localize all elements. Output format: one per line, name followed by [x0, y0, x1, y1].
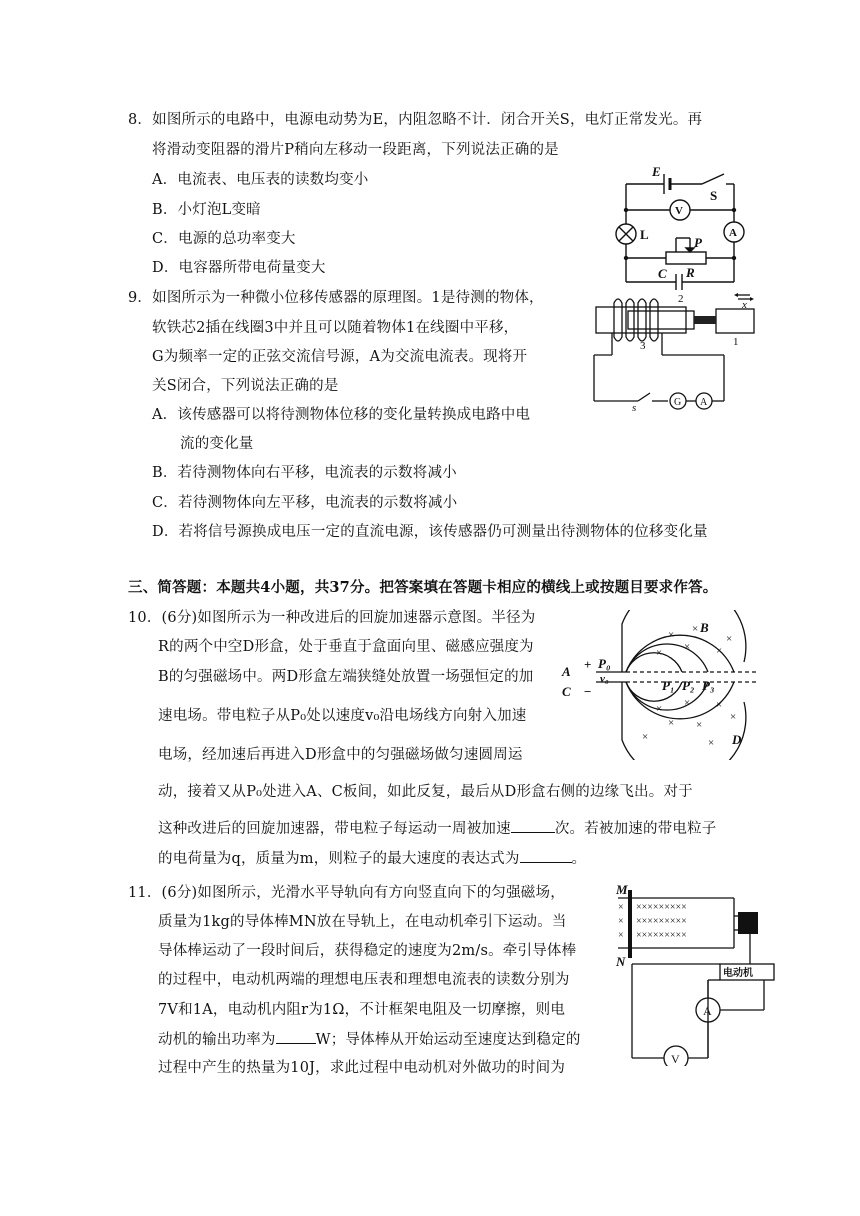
q8-option-d: D．电容器所带电荷量变大: [152, 260, 326, 276]
svg-text:×: ×: [708, 737, 715, 749]
q10-line6: 动，接着又从P₀处进入A、C板间，如此反复，最后从D形盒右侧的边缘飞出。对于: [158, 784, 693, 800]
q9-line2: 软铁芯2插在线圈3中并且可以随着物体1在线圈中平移，: [152, 320, 519, 336]
svg-text:×: ×: [692, 623, 699, 635]
label-p0: P₀: [598, 656, 611, 671]
q9-option-a: A．该传感器可以将待测物体位移的变化量转换成电路中电: [152, 407, 531, 423]
q9-line3: G为频率一定的正弦交流信号源，A为交流电流表。现将开: [152, 349, 528, 365]
q8-line2: 将滑动变阻器的滑片P稍向左移动一段距离，下列说法正确的是: [152, 142, 559, 158]
q9-line4: 关S闭合，下列说法正确的是: [152, 378, 339, 394]
q9-option-a-cont: 流的变化量: [180, 436, 254, 452]
label-b: B: [700, 620, 709, 635]
q11-line7: 过程中产生的热量为10J，求此过程中电动机对外做功的时间为: [158, 1060, 566, 1076]
q11-line4: 的过程中，电动机两端的理想电压表和理想电流表的读数分别为: [158, 972, 570, 988]
q11-line6-text: 动机的输出功率为: [158, 1032, 276, 1048]
label-plate-c: C: [562, 684, 571, 699]
q9-option-b: B．若待测物体向右平移，电流表的示数将减小: [152, 465, 457, 481]
q9-option-d: D．若将信号源换成电压一定的直流电源，该传感器仍可测量出待测物体的位移变化量: [152, 524, 708, 540]
q10-line8-tail: 。: [571, 851, 587, 867]
q8-circuit-figure: [606, 162, 756, 302]
q10-line7: [158, 818, 717, 839]
label-d: D: [732, 732, 742, 747]
q11-line6: [158, 1029, 581, 1050]
q11-line1: 11．(6分)如图所示，光滑水平导轨向有方向竖直向下的匀强磁场，: [128, 885, 565, 901]
label-s: S: [710, 188, 718, 203]
q8-option-c: C．电源的总功率变大: [152, 231, 296, 247]
svg-text:×: ×: [618, 916, 624, 927]
svg-text:×××××××××: ×××××××××: [636, 916, 687, 927]
section-heading: 三、简答题：本题共4小题，共37分。把答案填在答题卡相应的横线上或按题目要求作答。: [128, 579, 718, 596]
svg-text:×: ×: [684, 641, 691, 653]
q10-line2: R的两个中空D形盒，处于垂直于盒面向里、磁感应强度为: [158, 639, 534, 655]
q10-line4: 速电场。带电粒子从P₀处以速度v₀沿电场线方向射入加速: [158, 708, 527, 724]
svg-text:×: ×: [726, 633, 733, 645]
label-l: L: [640, 227, 649, 242]
label-2: 2: [678, 293, 684, 305]
label-p2: P₂: [682, 678, 695, 693]
q10-line3: B的匀强磁场中。两D形盒左端狭缝处放置一场强恒定的加: [158, 669, 534, 685]
label-s-switch: s: [632, 402, 637, 413]
q9-option-c: C．若待测物体向左平移，电流表的示数将减小: [152, 495, 458, 511]
label-m: M: [616, 882, 628, 897]
q10-line1: 10．(6分)如图所示为一种改进后的回旋加速器示意图。半径为: [128, 610, 536, 626]
q10-line7-text: 这种改进后的回旋加速器，带电粒子每运动一周被加速: [158, 821, 511, 837]
label-e: E: [652, 164, 661, 179]
label-voltmeter: V: [671, 1052, 680, 1066]
label-c: C: [658, 266, 667, 281]
q9-line1: 9．如图所示为一种微小位移传感器的原理图。1是待测的物体，: [128, 290, 544, 306]
label-p3: P₃: [702, 678, 715, 693]
svg-text:×: ×: [696, 719, 703, 731]
q11-motor-figure: [614, 880, 776, 1070]
label-g: G: [674, 397, 682, 408]
q8-option-a: A．电流表、电压表的读数均变小: [152, 172, 369, 188]
svg-text:×: ×: [642, 731, 649, 743]
q10-line8: [158, 848, 586, 869]
label-ammeter: A: [703, 1004, 712, 1018]
q10-line5: 电场，经加速后再进入D形盒中的匀强磁场做匀速圆周运: [158, 747, 523, 763]
q11-line2: 质量为1kg的导体棒MN放在导轨上，在电动机牵引下运动。当: [158, 914, 567, 930]
label-x: x: [742, 299, 747, 311]
label-p1: P₁: [662, 678, 675, 693]
svg-text:×: ×: [656, 703, 663, 715]
q10-line7-tail: 次。若被加速的带电粒子: [554, 821, 717, 837]
label-r: R: [686, 265, 695, 280]
q8-line1: 8．如图所示的电路中，电源电动势为E，内阻忽略不计．闭合开关S，电灯正常发光。再: [128, 112, 703, 128]
answer-blank-accel-count[interactable]: [511, 818, 555, 833]
label-a: A: [729, 227, 737, 239]
label-p: P: [694, 235, 702, 250]
label-motor: 电动机: [723, 968, 753, 979]
svg-text:×: ×: [716, 699, 723, 711]
q8-option-b: B．小灯泡L变暗: [152, 202, 261, 218]
svg-text:×: ×: [716, 645, 723, 657]
q11-line3: 导体棒运动了一段时间后，获得稳定的速度为2m/s。牵引导体棒: [158, 943, 577, 959]
label-3: 3: [640, 340, 646, 352]
q10-line8-text: 的电荷量为q，质量为m，则粒子的最大速度的表达式为: [158, 851, 520, 867]
q9-sensor-figure: [588, 283, 762, 417]
label-a-ammeter: A: [700, 397, 708, 408]
label-plus: +: [584, 657, 592, 672]
label-1: 1: [733, 336, 739, 348]
label-v0: v₀: [600, 673, 609, 685]
svg-text:×: ×: [668, 629, 675, 641]
answer-blank-output-power[interactable]: [276, 1029, 316, 1044]
q10-cyclotron-figure: [556, 610, 756, 764]
svg-text:×××××××××: ×××××××××: [636, 902, 687, 913]
svg-text:×: ×: [684, 697, 691, 709]
label-v: V: [675, 205, 683, 217]
label-n: N: [616, 954, 626, 969]
svg-text:×: ×: [668, 717, 675, 729]
label-plate-a: A: [562, 664, 571, 679]
svg-text:×: ×: [730, 711, 737, 723]
svg-text:×: ×: [618, 902, 624, 913]
svg-text:×: ×: [656, 647, 663, 659]
svg-text:×××××××××: ×××××××××: [636, 930, 687, 941]
answer-blank-max-speed[interactable]: [520, 848, 572, 863]
q11-line5: 7V和1A，电动机内阻r为1Ω，不计框架电阻及一切摩擦，则电: [158, 1002, 566, 1018]
svg-text:×: ×: [618, 930, 624, 941]
q11-line6-tail: W；导体棒从开始运动至速度达到稳定的: [315, 1032, 581, 1048]
label-minus: −: [584, 684, 592, 699]
